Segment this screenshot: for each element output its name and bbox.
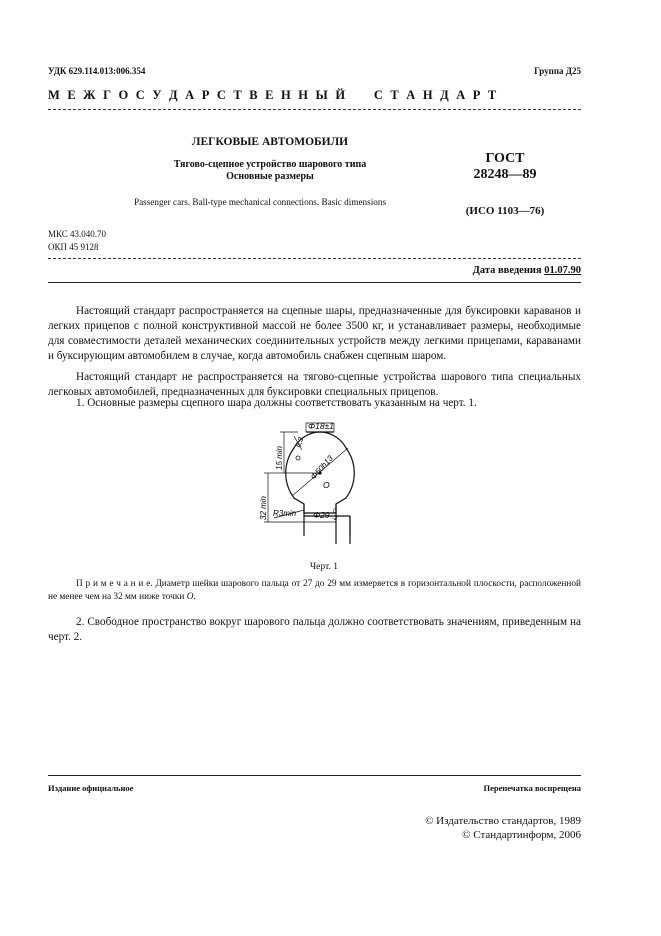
ball-drawing	[250, 418, 390, 550]
figure-caption: Черт. 1	[310, 562, 338, 572]
standard-banner: М Е Ж Г О С У Д А Р С Т В Е Н Н Ы Й С Т А Н Д А Р Т	[48, 88, 499, 102]
dim-neck-diameter: Φ29	[313, 510, 330, 520]
effective-date-label: Дата введения	[472, 265, 542, 276]
note-point: O	[186, 592, 194, 602]
header-divider	[48, 109, 581, 110]
subtitle-line-2: Основные размеры	[226, 171, 314, 182]
note-text: Диаметр шейки шарового пальца от 27 до 29 мм измеряется в горизонтальной плоскости, расположенной не менее чем на 32 мм ниже точки	[48, 579, 582, 602]
document-title: ЛЕГКОВЫЕ АВТОМОБИЛИ	[191, 136, 349, 148]
dim-neck-tolerance-lower: -2	[332, 516, 338, 522]
point-o-label: O	[323, 480, 330, 490]
iso-reference: (ИСО 1103—76)	[465, 205, 545, 217]
dim-r3: R3min	[273, 509, 297, 518]
paragraph-exclusion: Настоящий стандарт не распространяется на тягово-сцепные устройства шарового типа специальных легковых автомобилей, предназначенных для буксировки специальных прицепов.	[48, 371, 581, 398]
dim-top-diameter: Φ18±1	[308, 421, 334, 431]
mks-code: МКС 43.040.70	[48, 229, 107, 239]
effective-date-value: 01.07.90	[544, 265, 581, 276]
official-edition: Издание официальное	[48, 783, 134, 793]
note-end: .	[193, 592, 196, 602]
udk-code: УДК 629.114.013:006.354	[48, 66, 146, 76]
gost-number: 28248—89	[473, 167, 537, 182]
subtitle-line-1: Тягово-сцепное устройство шарового типа	[173, 159, 367, 170]
dim-ball-diameter: Φ50h13	[308, 453, 335, 482]
okp-code: ОКП 45 9128	[48, 242, 99, 252]
english-title: Passenger cars. Ball-type mechanical connections. Basic dimensions	[133, 197, 387, 207]
paragraph-clause-1: 1. Основные размеры сцепного шара должны соответствовать указанным на черт. 1.	[76, 397, 477, 409]
dim-radius: 6,3	[293, 435, 306, 449]
dim-32-min: 32 min	[259, 495, 268, 520]
copyright-1989: © Издательство стандартов, 1989	[425, 815, 581, 827]
date-divider	[48, 282, 581, 283]
gost-label: ГОСТ	[485, 151, 525, 166]
reprint-prohibited: Перепечатка воспрещена	[483, 783, 581, 793]
paragraph-clause-2: 2. Свободное пространство вокруг шарового пальца должно соответствовать значениям, приведенным на черт. 2.	[48, 616, 581, 643]
note-paragraph	[48, 578, 581, 604]
dim-15-min: 15 min	[275, 445, 284, 470]
group-code: Группа Д25	[534, 66, 581, 76]
dim-neck-tolerance-upper: 0	[333, 509, 337, 515]
footer-divider	[48, 775, 581, 776]
codes-divider	[48, 258, 581, 259]
copyright-2006: © Стандартинформ, 2006	[462, 829, 581, 841]
paragraph-scope: Настоящий стандарт распространяется на сцепные шары, предназначенные для буксировки караванов и легких прицепов с полной конструктивной массой не более 3500 кг, и устанавливает размеры, необходимые для совместимости деталей механических соединительных устройств между легкими прицепами, караванами и буксирующим автомобилем в случае, когда автомобиль снабжен сцепным шаром.	[48, 305, 581, 362]
note-label: П р и м е ч а н и е.	[76, 579, 153, 589]
effective-date	[473, 265, 581, 276]
